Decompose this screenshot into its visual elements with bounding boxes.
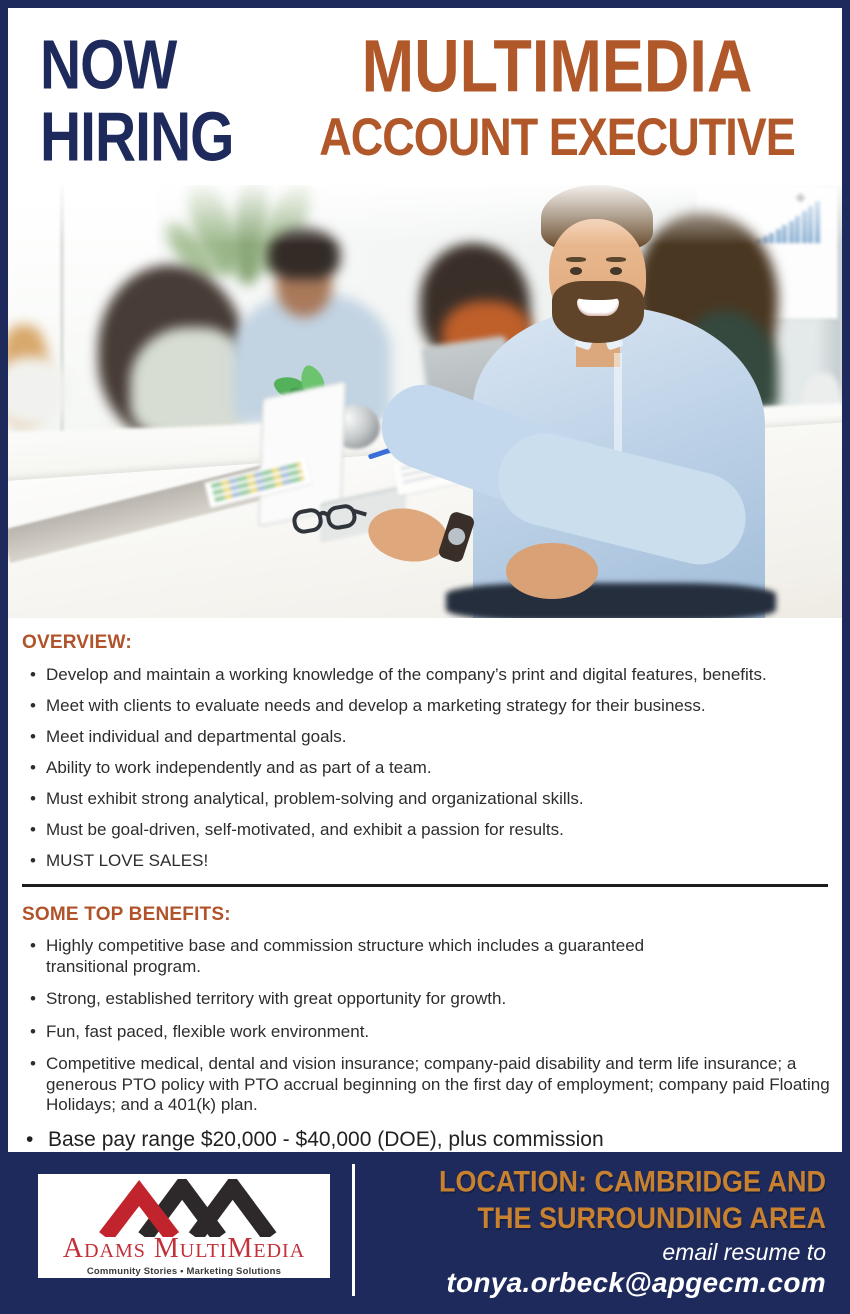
subject-eye <box>610 267 622 275</box>
brand-tagline: Community Stories • Marketing Solutions <box>86 1265 282 1277</box>
job-title-line2: ACCOUNT EXECUTIVE <box>319 106 795 167</box>
overview-heading: OVERVIEW: <box>22 632 132 653</box>
footer-divider <box>352 1164 355 1296</box>
brand-name: Adams MultiMedia <box>62 1232 306 1264</box>
subject-eye <box>570 267 582 275</box>
now-hiring-line1: NOW <box>40 26 177 105</box>
bullet-item: • MUST LOVE SALES! <box>46 850 842 871</box>
base-pay-highlight: • Base pay range $20,000 - $40,000 (DOE), plus commission <box>24 1128 842 1152</box>
subject-mustache <box>574 289 622 300</box>
logo-mountains-icon <box>89 1179 279 1237</box>
bullet-item: • Meet with clients to evaluate needs and develop a marketing strategy for their business. <box>46 695 842 716</box>
overview-section <box>8 618 842 881</box>
email-address: tonya.orbeck@apgecm.com <box>446 1266 826 1298</box>
wrist-watch <box>437 510 476 563</box>
office-photo <box>8 185 842 618</box>
adams-multimedia-logo <box>38 1174 330 1278</box>
overview-bullet-list <box>22 664 842 871</box>
colleague-figure <box>130 327 248 437</box>
section-divider <box>22 884 828 887</box>
now-hiring-headline <box>40 26 234 177</box>
footer-section <box>8 1152 842 1308</box>
bullet-item: • Highly competitive base and commission structure which includes a guaranteed transitional program. <box>46 936 686 977</box>
benefits-bullet-list <box>22 936 842 1116</box>
location-line2: THE SURROUNDING AREA <box>477 1200 826 1234</box>
main-subject-figure <box>438 185 842 618</box>
location-line1: LOCATION: CAMBRIDGE AND <box>439 1164 826 1198</box>
now-hiring-line2: HIRING <box>40 98 234 177</box>
bullet-item: • Must exhibit strong analytical, problem-solving and organizational skills. <box>46 788 842 809</box>
email-label: email resume to <box>662 1238 826 1265</box>
office-chair <box>8 357 68 427</box>
bullet-item: • Must be goal-driven, self-motivated, and exhibit a passion for results. <box>46 819 842 840</box>
bullet-item: • Develop and maintain a working knowledge of the company’s print and digital features, benefits. <box>46 664 842 685</box>
bullet-item: • Strong, established territory with great opportunity for growth. <box>46 989 842 1010</box>
benefits-section <box>8 890 842 1152</box>
bullet-item: • Fun, fast paced, flexible work environment. <box>46 1022 842 1043</box>
footer-contact-block <box>356 1164 826 1299</box>
subject-eyebrow <box>566 257 586 262</box>
bullet-item: • Meet individual and departmental goals. <box>46 726 842 747</box>
bullet-item: • Competitive medical, dental and vision insurance; company-paid disability and term life insurance; a generous PTO policy with PTO accrual beginning on the first day of employment; company paid Floating Holidays; and a 401(k) plan. <box>46 1054 842 1116</box>
subject-smile <box>577 298 619 316</box>
bullet-item: • Ability to work independently and as part of a team. <box>46 757 842 778</box>
job-title-line1: MULTIMEDIA <box>361 25 753 108</box>
header-section <box>8 8 842 185</box>
benefits-heading: SOME TOP BENEFITS: <box>22 904 231 925</box>
subject-eyebrow <box>606 257 626 262</box>
job-title-headline <box>274 25 840 170</box>
subject-trousers <box>446 583 776 618</box>
location-text <box>356 1164 826 1237</box>
subject-hand <box>506 543 598 599</box>
colleague-hair <box>268 227 340 279</box>
